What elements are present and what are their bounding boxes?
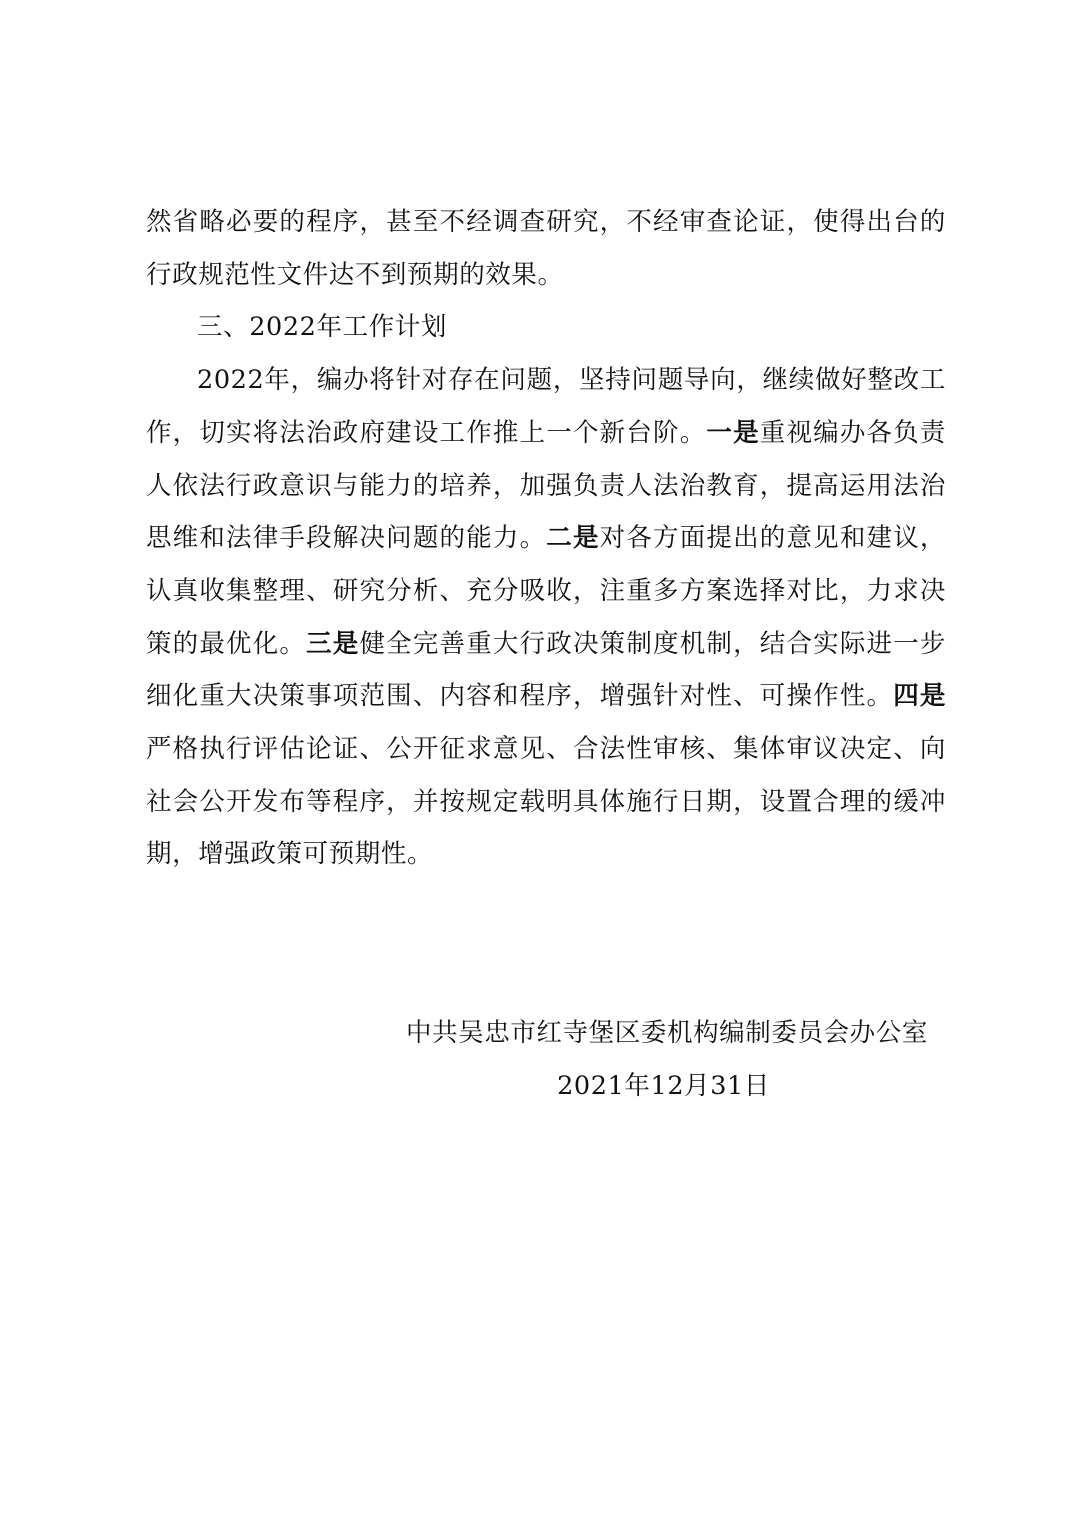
signature-date: 2021年12月31日 — [557, 1070, 770, 1101]
item4-label: 四是 — [893, 681, 946, 712]
signature-organization: 中共吴忠市红寺堡区委机构编制委员会办公室 — [405, 1018, 928, 1048]
item2-label: 二是 — [546, 523, 600, 554]
item3-label: 三是 — [306, 628, 360, 659]
plan-intro: 2022年，编办将针对存在问题，坚持问题导向，继续做好整改工作，切实将法治政府建设工作推上一个新台阶。 — [146, 365, 946, 448]
plan-paragraph — [146, 354, 946, 881]
document-body — [146, 196, 946, 881]
signature-block — [406, 1007, 928, 1112]
item1-label: 一是 — [706, 417, 760, 448]
section-heading: 三、2022年工作计划 — [197, 312, 447, 343]
item2-text: 对各方面提出的意见和建议，认真收集整理、研究分析、充分吸收，注重多方案选择对比，力求决策的最优化。 — [146, 523, 946, 659]
continuation-paragraph: 然省略必要的程序，甚至不经调查研究，不经审查论证，使得出台的行政规范性文件达不到预期的效果。 — [146, 207, 946, 290]
item1-text: 重视编办各负责人依法行政意识与能力的培养，加强负责人法治教育，提高运用法治思维和法律手段解决问题的能力。 — [146, 417, 946, 554]
item4-text: 严格执行评估论证、公开征求意见、合法性审核、集体审议决定、向社会公开发布等程序，并按规定载明具体施行日期，设置合理的缓冲期，增强政策可预期性。 — [146, 734, 946, 870]
item3-text: 健全完善重大行政决策制度机制，结合实际进一步细化重大决策事项范围、内容和程序，增强针对性、可操作性。 — [146, 628, 947, 712]
